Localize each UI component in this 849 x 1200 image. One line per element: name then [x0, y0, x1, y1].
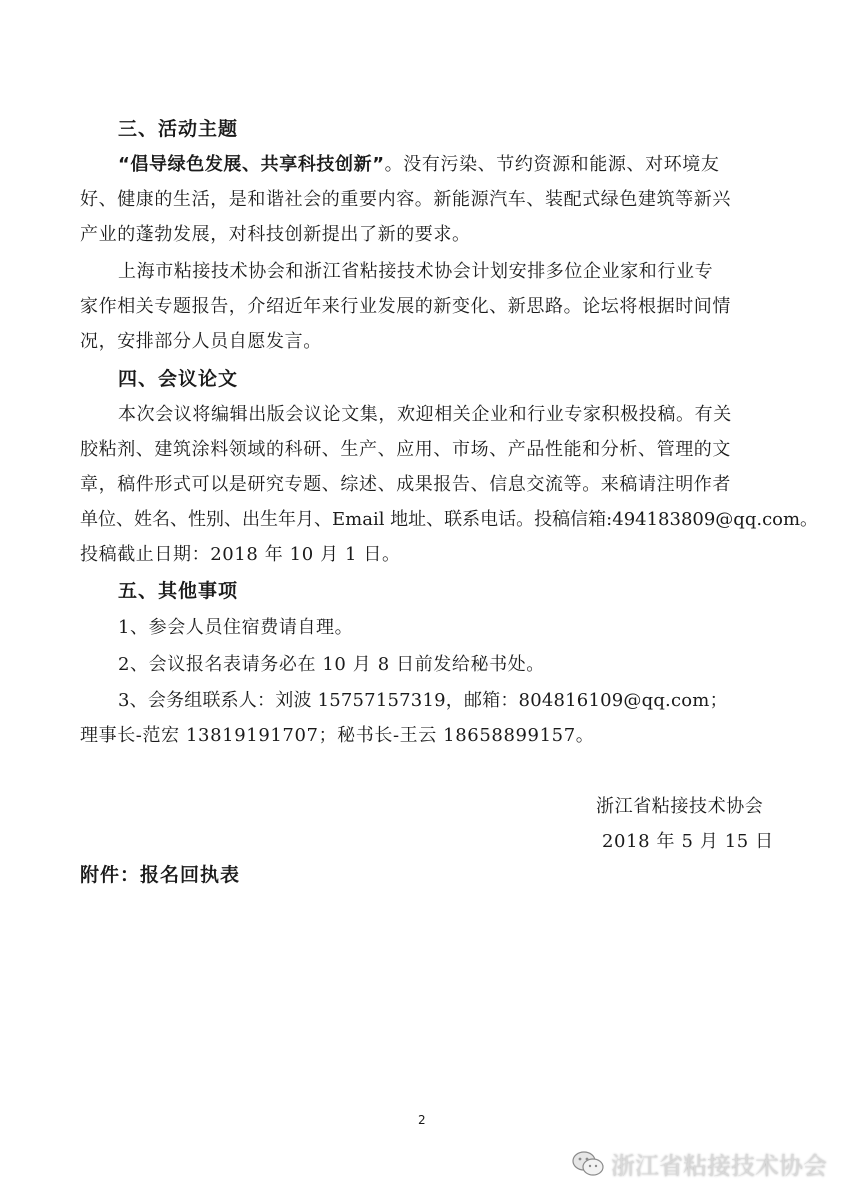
section-4-line: 投稿截止日期：2018 年 10 月 1 日。 — [80, 544, 401, 565]
section-5-item: 2、会议报名表请务必在 10 月 8 日前发给秘书处。 — [118, 654, 545, 675]
wechat-icon — [571, 1149, 605, 1179]
watermark — [571, 1146, 827, 1181]
section-3-heading: 三、活动主题 — [118, 118, 239, 140]
signature-org: 浙江省粘接技术协会 — [596, 796, 764, 817]
slogan: “倡导绿色发展、共享科技创新” — [118, 154, 385, 175]
section-5-item: 3、会务组联系人：刘波 15757157319，邮箱：804816109@qq.com； — [118, 690, 728, 711]
section-3-p1-line1-rest: 。没有污染、节约资源和能源、对环境友 — [384, 154, 720, 175]
section-5-item: 1、参会人员住宿费请自理。 — [118, 617, 354, 638]
section-4-line: 单位、姓名、性别、出生年月、Email 地址、联系电话。投稿信箱:494183809@qq.com。 — [80, 509, 819, 530]
section-4-line: 章，稿件形式可以是研究专题、综述、成果报告、信息交流等。来稿请注明作者 — [80, 474, 731, 495]
section-3-p1-line1 — [118, 150, 719, 176]
section-3-p2-line3: 况，安排部分人员自愿发言。 — [80, 331, 322, 352]
section-3-p1-line2: 好、健康的生活，是和谐社会的重要内容。新能源汽车、装配式绿色建筑等新兴 — [80, 189, 731, 210]
section-3-p2-line1: 上海市粘接技术协会和浙江省粘接技术协会计划安排多位企业家和行业专 — [118, 261, 714, 282]
watermark-text: 浙江省粘接技术协会 — [611, 1152, 827, 1180]
section-5-continuation: 理事长-范宏 13819191707；秘书长-王云 18658899157。 — [80, 725, 595, 746]
section-5-heading: 五、其他事项 — [118, 580, 239, 602]
section-3-p1-line3: 产业的蓬勃发展，对科技创新提出了新的要求。 — [80, 224, 471, 245]
section-4-line: 本次会议将编辑出版会议论文集，欢迎相关企业和行业专家积极投稿。有关 — [118, 404, 732, 425]
section-4-line: 胶粘剂、建筑涂料领域的科研、生产、应用、市场、产品性能和分析、管理的文 — [80, 439, 731, 460]
section-3-p2-line2: 家作相关专题报告，介绍近年来行业发展的新变化、新思路。论坛将根据时间情 — [80, 296, 731, 317]
signature-date: 2018 年 5 月 15 日 — [602, 831, 774, 852]
section-4-heading: 四、会议论文 — [118, 368, 239, 390]
page-number: 2 — [418, 1113, 426, 1127]
attachment-label: 附件：报名回执表 — [80, 864, 241, 886]
